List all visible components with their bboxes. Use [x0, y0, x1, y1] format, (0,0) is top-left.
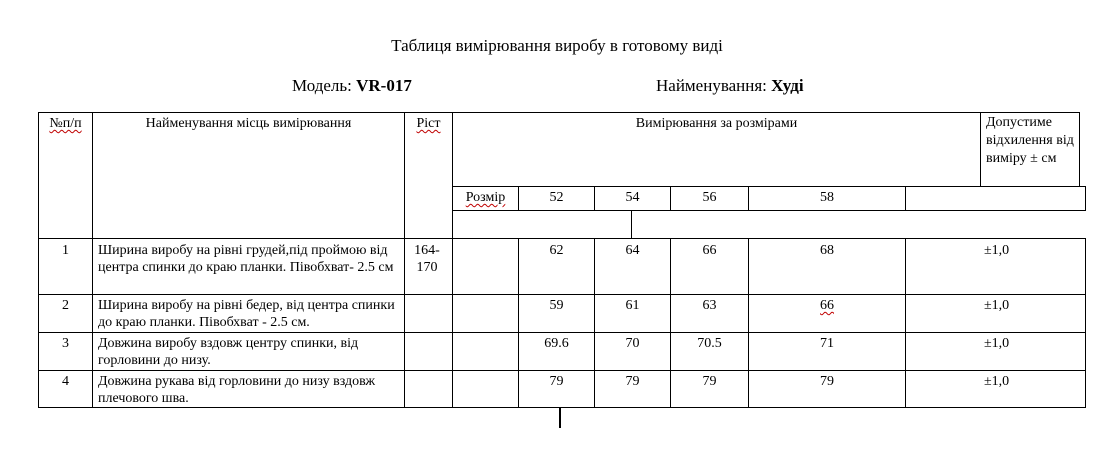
grid-line — [38, 332, 1086, 333]
grid-line — [38, 407, 1086, 408]
grid-line — [631, 210, 632, 238]
grid-line — [38, 370, 1086, 371]
value-52: 69.6 — [544, 336, 569, 351]
row-num: 2 — [62, 298, 69, 313]
row-place: Ширина виробу на рівні бедер, від центра спинки до краю планки. Півобхват - 2.5 см. — [98, 298, 395, 330]
value-54: 61 — [625, 298, 640, 313]
header-measurements: Вимірювання за розмірами — [635, 116, 798, 131]
name-label: Найменування: — [656, 76, 767, 95]
grid-line — [905, 238, 906, 408]
model-line — [292, 76, 412, 96]
grid-line — [452, 210, 1086, 211]
grid-line — [452, 186, 1086, 187]
header-tolerance: Допустиме відхилення від виміру ± см — [986, 115, 1074, 166]
value-58: 79 — [820, 374, 834, 389]
grid-line — [38, 112, 39, 408]
size-56: 56 — [702, 190, 717, 205]
value-54: 70 — [625, 336, 640, 351]
grid-line — [1085, 238, 1086, 408]
document-title: Таблиця вимірювання виробу в готовому виді — [391, 36, 723, 55]
value-54: 64 — [625, 243, 640, 258]
size-58: 58 — [820, 190, 834, 205]
grid-line — [404, 112, 405, 408]
value-56: 79 — [702, 374, 717, 389]
row-height: 164-170 — [414, 243, 440, 275]
grid-line — [1085, 186, 1086, 210]
row-place: Довжина рукава від горловини до низу вздовж плечового шва. — [98, 374, 376, 406]
row-place: Ширина виробу на рівні грудей,під проймою від центра спинки до краю планки. Півобхват- 2.5 см — [98, 243, 394, 275]
size-label: Розмір — [465, 190, 506, 205]
value-56: 63 — [702, 298, 717, 313]
value-58: 66 — [820, 298, 834, 313]
grid-line — [452, 112, 453, 408]
row-tolerance: ±1,0 — [984, 298, 1010, 313]
value-58: 68 — [820, 243, 834, 258]
value-56: 70.5 — [697, 336, 722, 351]
value-58: 71 — [820, 336, 834, 351]
model-value: VR-017 — [356, 76, 412, 95]
row-num: 1 — [62, 243, 69, 258]
value-52: 79 — [549, 374, 564, 389]
row-tolerance: ±1,0 — [984, 374, 1010, 389]
grid-line — [980, 112, 981, 186]
value-54: 79 — [625, 374, 640, 389]
value-52: 59 — [549, 298, 564, 313]
grid-line — [38, 112, 1080, 113]
grid-line — [1079, 112, 1080, 186]
row-tolerance: ±1,0 — [984, 243, 1010, 258]
header-num: №п/п — [49, 116, 82, 131]
name-line — [656, 76, 804, 96]
size-52: 52 — [549, 190, 564, 205]
row-num: 4 — [62, 374, 69, 389]
value-52: 62 — [549, 243, 564, 258]
grid-line — [905, 186, 906, 210]
value-56: 66 — [702, 243, 717, 258]
grid-line — [38, 294, 1086, 295]
row-tolerance: ±1,0 — [984, 336, 1010, 351]
text-cursor — [559, 408, 561, 428]
grid-line — [92, 112, 93, 408]
header-place: Найменування місць вимірювання — [145, 116, 352, 131]
row-place: Довжина виробу вздовж центру спинки, від горловини до низу. — [98, 336, 359, 368]
name-value: Худі — [771, 76, 804, 95]
row-num: 3 — [62, 336, 69, 351]
header-height: Ріст — [416, 116, 441, 131]
grid-line — [38, 238, 1086, 239]
size-54: 54 — [625, 190, 640, 205]
model-label: Модель: — [292, 76, 352, 95]
